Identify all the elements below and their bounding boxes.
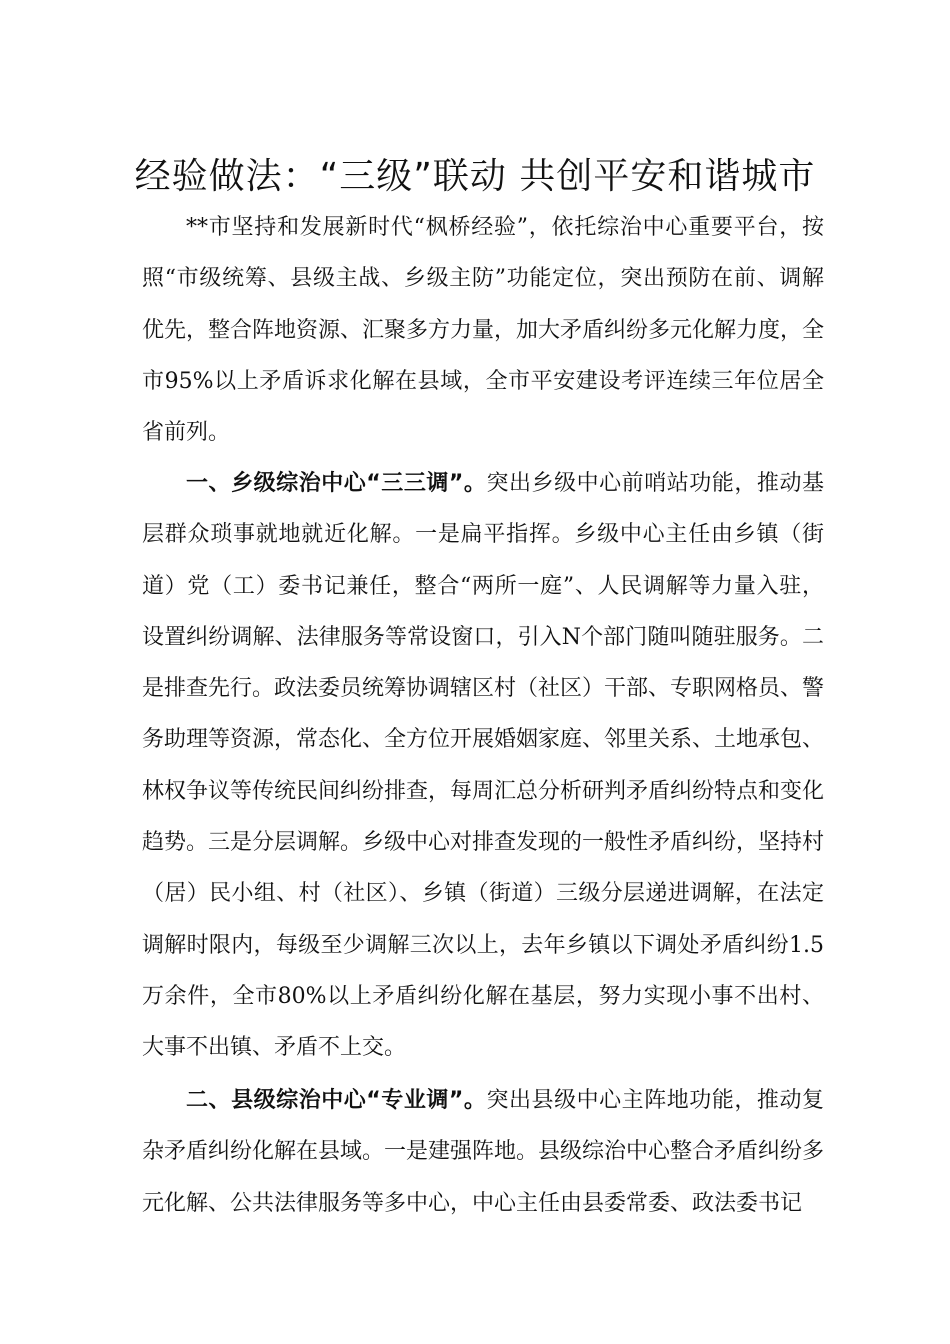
section-one-block: [142, 458, 824, 1074]
section-two-block: [142, 1075, 824, 1229]
intro-paragraph-block: [142, 202, 824, 458]
section-paragraph-county: [142, 1075, 824, 1229]
section-text-township: 突出乡级中心前哨站功能，推动基层群众琐事就地就近化解。一是扁平指挥。乡级中心主任由乡镇（街道）党（工）委书记兼任，整合“两所一庭”、人民调解等力量入驻，设置纠纷调解、法律服务等常设窗口，引入N个部门随叫随驻服务。二是排查先行。政法委员统筹协调辖区村（社区）干部、专职网格员、警务助理等资源，常态化、全方位开展婚姻家庭、邻里关系、土地承包、林权争议等传统民间纠纷排查，每周汇总分析研判矛盾纠纷特点和变化趋势。三是分层调解。乡级中心对排查发现的一般性矛盾纠纷，坚持村（居）民小组、村（社区）、乡镇（街道）三级分层递进调解，在法定调解时限内，每级至少调解三次以上，去年乡镇以下调处矛盾纠纷1.5万余件，全市80%以上矛盾纠纷化解在基层，努力实现小事不出村、大事不出镇、矛盾不上交。: [142, 471, 825, 1061]
document-title: 经验做法：“三级”联动 共创平安和谐城市: [134, 156, 816, 198]
section-heading-township: 一、乡级综治中心“三三调”。: [186, 471, 487, 496]
section-heading-county: 二、县级综治中心“专业调”。: [186, 1088, 487, 1113]
section-text-county: 突出县级中心主阵地功能，推动复杂矛盾纠纷化解在县域。一是建强阵地。县级综治中心整合矛盾纠纷多元化解、公共法律服务等多中心，中心主任由县委常委、政法委书记: [142, 1088, 825, 1216]
intro-paragraph: **市坚持和发展新时代“枫桥经验”，依托综治中心重要平台，按照“市级统筹、县级主战、乡级主防”功能定位，突出预防在前、调解优先，整合阵地资源、汇聚多方力量，加大矛盾纠纷多元化解力度，全市95%以上矛盾诉求化解在县域，全市平安建设考评连续三年位居全省前列。: [142, 215, 825, 446]
section-paragraph-township: [142, 458, 824, 1074]
